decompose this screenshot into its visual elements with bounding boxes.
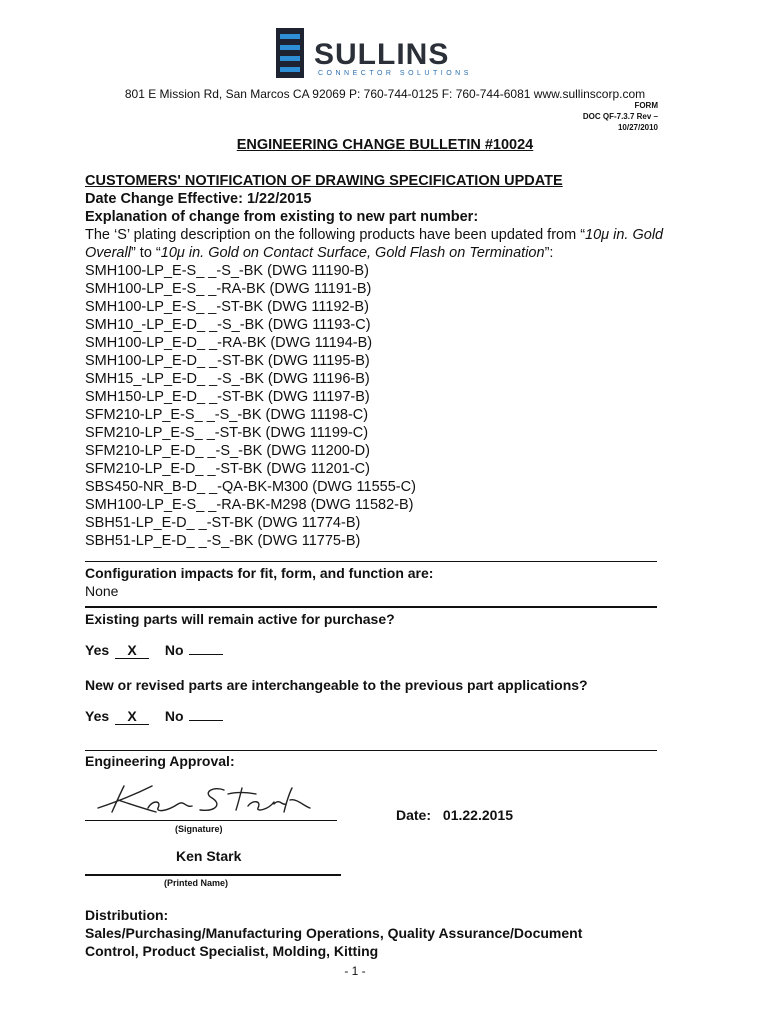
interchange-question: New or revised parts are interchangeable to the previous part applications? xyxy=(85,677,588,693)
part-item: SBS450-NR_B-D_ _-QA-BK-M300 (DWG 11555-C) xyxy=(85,479,416,495)
expl-old-desc: 10μ in. Gold Overall xyxy=(85,227,664,261)
yes-label: Yes xyxy=(85,708,110,724)
part-item: SMH100-LP_E-S_ _-S_-BK (DWG 11190-B) xyxy=(85,263,369,279)
part-item: SBH51-LP_E-D_ _-ST-BK (DWG 11774-B) xyxy=(85,515,361,531)
date-label: Date: xyxy=(396,807,432,823)
doc-date: 10/27/2010 xyxy=(617,123,658,132)
no-blank xyxy=(189,706,223,721)
effective-date: 1/22/2015 xyxy=(246,191,312,207)
part-item: SMH15_-LP_E-D_ _-S_-BK (DWG 11196-B) xyxy=(85,371,370,387)
part-item: SMH100-LP_E-S_ _-RA-BK (DWG 11191-B) xyxy=(85,281,372,297)
existing-question: Existing parts will remain active for purchase? xyxy=(85,611,395,627)
no-blank xyxy=(189,640,223,655)
part-item: SMH100-LP_E-S_ _-RA-BK-M298 (DWG 11582-B) xyxy=(85,497,414,513)
part-item: SFM210-LP_E-S_ _-S_-BK (DWG 11198-C) xyxy=(85,407,369,423)
logo-name: SULLINS xyxy=(314,38,450,71)
distribution-line-2: Control, Product Specialist, Molding, Kitting xyxy=(85,943,379,959)
config-heading: Configuration impacts for fit, form, and function are: xyxy=(85,565,434,581)
printed-name: Ken Stark xyxy=(176,848,242,864)
no-label: No xyxy=(164,708,184,724)
expl-pre: The ‘S’ plating description on the following products have been updated from “ xyxy=(85,227,586,243)
explanation-text xyxy=(85,226,675,262)
part-item: SMH100-LP_E-D_ _-ST-BK (DWG 11195-B) xyxy=(85,353,370,369)
signature-line xyxy=(85,820,337,821)
signature-image xyxy=(96,778,316,820)
logo-subtitle: CONNECTOR SOLUTIONS xyxy=(318,70,472,77)
config-value: None xyxy=(85,583,119,599)
printed-name-caption: (Printed Name) xyxy=(164,878,229,888)
signature-caption: (Signature) xyxy=(175,824,223,834)
existing-answer xyxy=(85,640,223,659)
part-item: SMH100-LP_E-S_ _-ST-BK (DWG 11192-B) xyxy=(85,299,369,315)
expl-mid: ” to “ xyxy=(130,245,161,261)
divider xyxy=(85,750,657,751)
part-item: SMH150-LP_E-D_ _-ST-BK (DWG 11197-B) xyxy=(85,389,370,405)
effective-date-line xyxy=(85,190,675,208)
yes-mark: X xyxy=(115,642,149,659)
page-number: - 1 - xyxy=(344,964,366,978)
yes-mark: X xyxy=(115,708,149,725)
sullins-logo-mark xyxy=(276,28,304,78)
approval-date xyxy=(396,807,513,823)
part-item: SFM210-LP_E-D_ _-S_-BK (DWG 11200-D) xyxy=(85,443,370,459)
date-value: 01.22.2015 xyxy=(442,807,513,823)
effective-label: Date Change Effective: xyxy=(85,191,243,207)
part-item: SMH100-LP_E-D_ _-RA-BK (DWG 11194-B) xyxy=(85,335,373,351)
yes-label: Yes xyxy=(85,642,110,658)
doc-label: DOC QF-7.3.7 Rev – xyxy=(582,112,658,121)
distribution-line-1: Sales/Purchasing/Manufacturing Operations, Quality Assurance/Document xyxy=(85,925,583,941)
expl-post: ”: xyxy=(544,245,554,261)
interchange-answer xyxy=(85,706,223,725)
form-block xyxy=(583,100,658,133)
expl-new-desc: 10μ in. Gold on Contact Surface, Gold Flash on Termination xyxy=(160,245,545,261)
printed-name-line xyxy=(85,874,341,876)
parts-list xyxy=(85,262,675,550)
divider xyxy=(85,606,657,608)
bulletin-title: ENGINEERING CHANGE BULLETIN #10024 xyxy=(236,137,534,153)
part-item: SBH51-LP_E-D_ _-S_-BK (DWG 11775-B) xyxy=(85,533,361,549)
part-item: SFM210-LP_E-D_ _-ST-BK (DWG 11201-C) xyxy=(85,461,370,477)
explanation-heading: Explanation of change from existing to new part number: xyxy=(85,209,479,225)
part-item: SMH10_-LP_E-D_ _-S_-BK (DWG 11193-C) xyxy=(85,317,371,333)
distribution-heading: Distribution: xyxy=(85,907,169,923)
notice-body xyxy=(85,172,675,550)
divider xyxy=(85,561,657,562)
company-address: 801 E Mission Rd, San Marcos CA 92069 P: 760-744-0125 F: 760-744-6081 www.sullinscorp.com xyxy=(124,87,646,101)
no-label: No xyxy=(164,642,184,658)
form-label: FORM xyxy=(634,101,658,110)
notice-heading: CUSTOMERS' NOTIFICATION OF DRAWING SPECIFICATION UPDATE xyxy=(85,173,563,189)
part-item: SFM210-LP_E-S_ _-ST-BK (DWG 11199-C) xyxy=(85,425,369,441)
approval-heading: Engineering Approval: xyxy=(85,753,235,769)
